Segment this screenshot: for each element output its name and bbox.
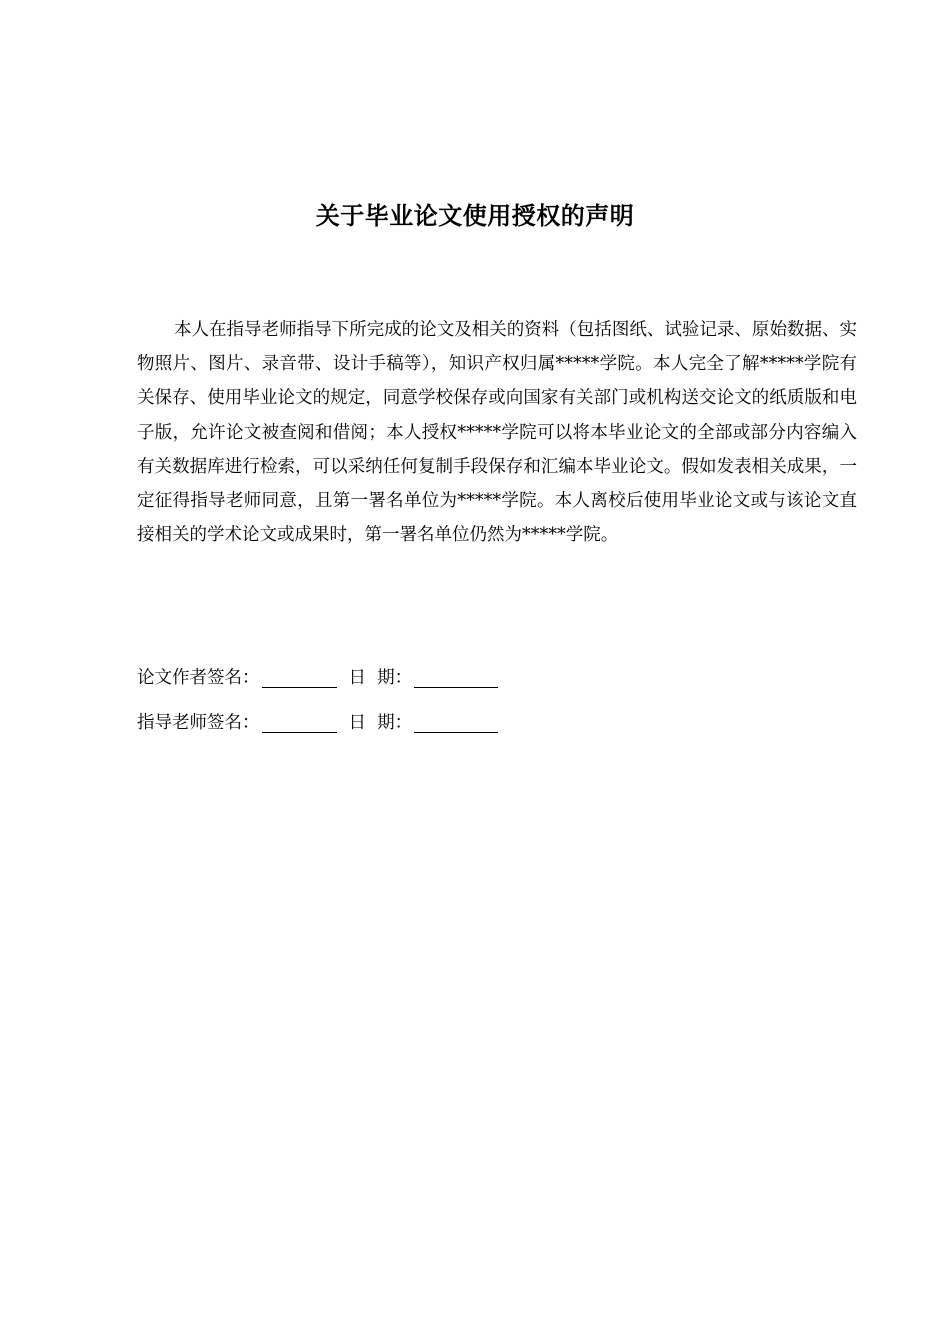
author-date-blank[interactable] [414, 668, 498, 688]
advisor-date-label: 日 期： [348, 713, 413, 733]
advisor-date-blank[interactable] [414, 713, 498, 733]
advisor-signature-blank[interactable] [262, 713, 337, 733]
advisor-signature-label: 指导老师签名： [137, 713, 260, 733]
page-title: 关于毕业论文使用授权的声明 [315, 202, 635, 230]
declaration-paragraph: 本人在指导老师指导下所完成的论文及相关的资料（包括图纸、试验记录、原始数据、实物照片、图片、录音带、设计手稿等），知识产权归属*****学院。本人完全了解*****学院有关保存、使用毕业论文的规定，同意学校保存或向国家有关部门或机构送交论文的纸质版和电子版，允许论文被查阅和借阅；本人授权*****学院可以将本毕业论文的全部或部分内容编入有关数据库进行检索，可以采纳任何复制手段保存和汇编本毕业论文。假如发表相关成果，一定征得指导老师同意，且第一署名单位为*****学院。本人离校后使用毕业论文或与该论文直接相关的学术论文或成果时，第一署名单位仍然为*****学院。 [137, 320, 857, 546]
author-signature-blank[interactable] [262, 668, 337, 688]
author-date-label: 日 期： [348, 668, 413, 688]
author-signature-row [137, 665, 498, 691]
author-signature-label: 论文作者签名： [137, 668, 260, 688]
advisor-signature-row [137, 710, 498, 736]
